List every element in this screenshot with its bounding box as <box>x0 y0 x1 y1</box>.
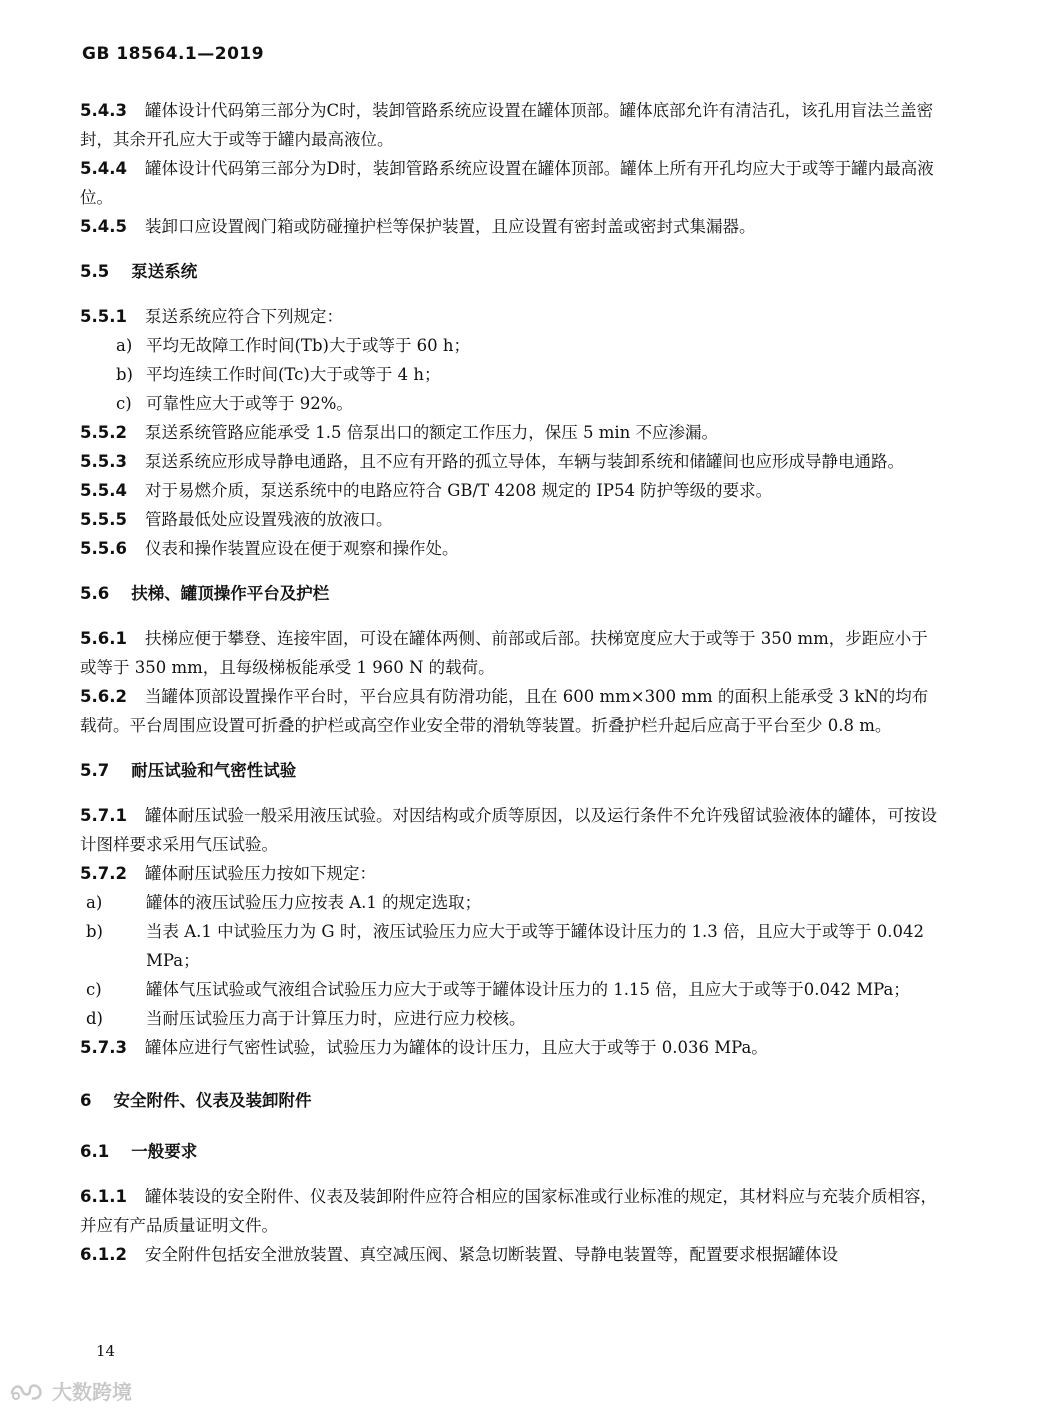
list-item <box>80 975 942 1004</box>
clause-number: 6.1.2 <box>80 1245 127 1264</box>
clause-5-6-1 <box>80 624 942 682</box>
list-text: 平均无故障工作时间(Tb)大于或等于 60 h； <box>146 336 471 355</box>
clause-5-4-4 <box>80 154 942 212</box>
list-item <box>80 917 942 975</box>
section-number: 5.5 <box>80 262 110 281</box>
section-heading-6-1 <box>80 1137 942 1166</box>
clause-number: 5.7.2 <box>80 864 127 883</box>
brand-logo-icon <box>8 1380 48 1402</box>
list-text: 当表 A.1 中试验压力为 G 时，液压试验压力应大于或等于罐体设计压力的 1.3 倍，且应大于或等于 0.042 MPa； <box>146 922 925 970</box>
list-text: 平均连续工作时间(Tc)大于或等于 4 h； <box>146 365 441 384</box>
clause-5-5-1 <box>80 302 942 331</box>
clause-number: 5.7.3 <box>80 1038 127 1057</box>
clause-text: 泵送系统应形成导静电通路，且不应有开路的孤立导体，车辆与装卸系统和储罐间也应形成导静电通路。 <box>144 452 904 471</box>
chapter-title: 安全附件、仪表及装卸附件 <box>113 1091 312 1110</box>
section-number: 5.6 <box>80 584 110 603</box>
clause-5-5-4 <box>80 476 942 505</box>
list-text: 罐体气压试验或气液组合试验压力应大于或等于罐体设计压力的 1.15 倍，且应大于或等于0.042 MPa； <box>146 980 910 999</box>
clause-text: 当罐体顶部设置操作平台时，平台应具有防滑功能，且在 600 mm×300 mm 的面积上能承受 3 kN的均布载荷。平台周围应设置可折叠的护栏或高空作业安全带的滑轨等装置。折叠护栏升起后应高于平台至少 0.8 m。 <box>80 687 929 735</box>
section-heading-5-6 <box>80 579 942 608</box>
clause-text: 扶梯应便于攀登、连接牢固，可设在罐体两侧、前部或后部。扶梯宽度应大于或等于 350 mm，步距应小于或等于 350 mm，且每级梯板能承受 1 960 N 的载荷。 <box>80 629 928 677</box>
standard-code-header: GB 18564.1—2019 <box>82 44 265 64</box>
list-item <box>80 389 942 418</box>
clause-5-7-3 <box>80 1033 942 1062</box>
chapter-number: 6 <box>80 1091 92 1110</box>
clause-number: 5.4.5 <box>80 217 127 236</box>
list-label: b) <box>86 922 103 941</box>
clause-5-4-5 <box>80 212 942 241</box>
list-item <box>80 360 942 389</box>
clause-text: 罐体设计代码第三部分为C时，装卸管路系统应设置在罐体顶部。罐体底部允许有清洁孔，该孔用盲法兰盖密封，其余开孔应大于或等于罐内最高液位。 <box>80 101 934 149</box>
section-title: 一般要求 <box>131 1142 198 1161</box>
clause-number: 5.5.4 <box>80 481 127 500</box>
list-label: a) <box>86 893 103 912</box>
clause-5-7-1 <box>80 801 942 859</box>
clause-text: 仪表和操作装置应设在便于观察和操作处。 <box>144 539 459 558</box>
clause-number: 6.1.1 <box>80 1187 127 1206</box>
clause-5-5-2 <box>80 418 942 447</box>
clause-text: 对于易燃介质，泵送系统中的电路应符合 GB/T 4208 规定的 IP54 防护等级的要求。 <box>144 481 773 500</box>
clause-text: 泵送系统应符合下列规定： <box>144 307 343 326</box>
clause-text: 泵送系统管路应能承受 1.5 倍泵出口的额定工作压力，保压 5 min 不应渗漏。 <box>144 423 718 442</box>
section-title: 耐压试验和气密性试验 <box>131 761 297 780</box>
clause-number: 5.5.6 <box>80 539 127 558</box>
clause-text: 安全附件包括安全泄放装置、真空减压阀、紧急切断装置、导静电装置等，配置要求根据罐体设 <box>144 1245 838 1264</box>
list-text: 当耐压试验压力高于计算压力时，应进行应力校核。 <box>146 1009 526 1028</box>
clause-text: 装卸口应设置阀门箱或防碰撞护栏等保护装置，且应设置有密封盖或密封式集漏器。 <box>144 217 756 236</box>
clause-number: 5.7.1 <box>80 806 127 825</box>
clause-number: 5.5.1 <box>80 307 127 326</box>
list-label: b) <box>116 365 133 384</box>
clause-number: 5.6.1 <box>80 629 127 648</box>
clause-6-1-2 <box>80 1240 942 1269</box>
clause-5-6-2 <box>80 682 942 740</box>
section-number: 6.1 <box>80 1142 110 1161</box>
section-heading-5-7 <box>80 756 942 785</box>
clause-5-7-2 <box>80 859 942 888</box>
list-text: 罐体的液压试验压力应按表 A.1 的规定选取； <box>146 893 482 912</box>
chapter-heading-6 <box>80 1086 942 1115</box>
section-heading-5-5 <box>80 257 942 286</box>
clause-6-1-1 <box>80 1182 942 1240</box>
section-title: 扶梯、罐顶操作平台及护栏 <box>131 584 330 603</box>
clause-number: 5.5.3 <box>80 452 127 471</box>
list-label: a) <box>116 336 133 355</box>
clause-number: 5.4.4 <box>80 159 127 178</box>
clause-text: 罐体耐压试验压力按如下规定： <box>144 864 376 883</box>
list-item <box>80 331 942 360</box>
list-text: 可靠性应大于或等于 92%。 <box>146 394 353 413</box>
clause-number: 5.5.2 <box>80 423 127 442</box>
list-label: c) <box>86 980 102 999</box>
clause-number: 5.6.2 <box>80 687 127 706</box>
list-label: c) <box>116 394 132 413</box>
list-label: d) <box>86 1009 103 1028</box>
section-title: 泵送系统 <box>131 262 198 281</box>
section-number: 5.7 <box>80 761 110 780</box>
clause-number: 5.4.3 <box>80 101 127 120</box>
clause-text: 罐体设计代码第三部分为D时，装卸管路系统应设置在罐体顶部。罐体上所有开孔均应大于或等于罐内最高液位。 <box>80 159 934 207</box>
clause-text: 管路最低处应设置残液的放液口。 <box>144 510 393 529</box>
clause-text: 罐体耐压试验一般采用液压试验。对因结构或介质等原因，以及运行条件不允许残留试验液体的罐体，可按设计图样要求采用气压试验。 <box>80 806 937 854</box>
page-number: 14 <box>96 1342 116 1360</box>
list-item <box>80 888 942 917</box>
clause-5-5-3 <box>80 447 942 476</box>
list-item <box>80 1004 942 1033</box>
document-body <box>80 96 942 1269</box>
clause-text: 罐体装设的安全附件、仪表及装卸附件应符合相应的国家标准或行业标准的规定，其材料应与充装介质相容，并应有产品质量证明文件。 <box>80 1187 937 1235</box>
clause-5-5-5 <box>80 505 942 534</box>
watermark <box>8 1376 132 1405</box>
clause-5-5-6 <box>80 534 942 563</box>
clause-text: 罐体应进行气密性试验，试验压力为罐体的设计压力，且应大于或等于 0.036 MPa。 <box>144 1038 768 1057</box>
clause-number: 5.5.5 <box>80 510 127 529</box>
watermark-text: 大数跨境 <box>52 1380 132 1404</box>
clause-5-4-3 <box>80 96 942 154</box>
